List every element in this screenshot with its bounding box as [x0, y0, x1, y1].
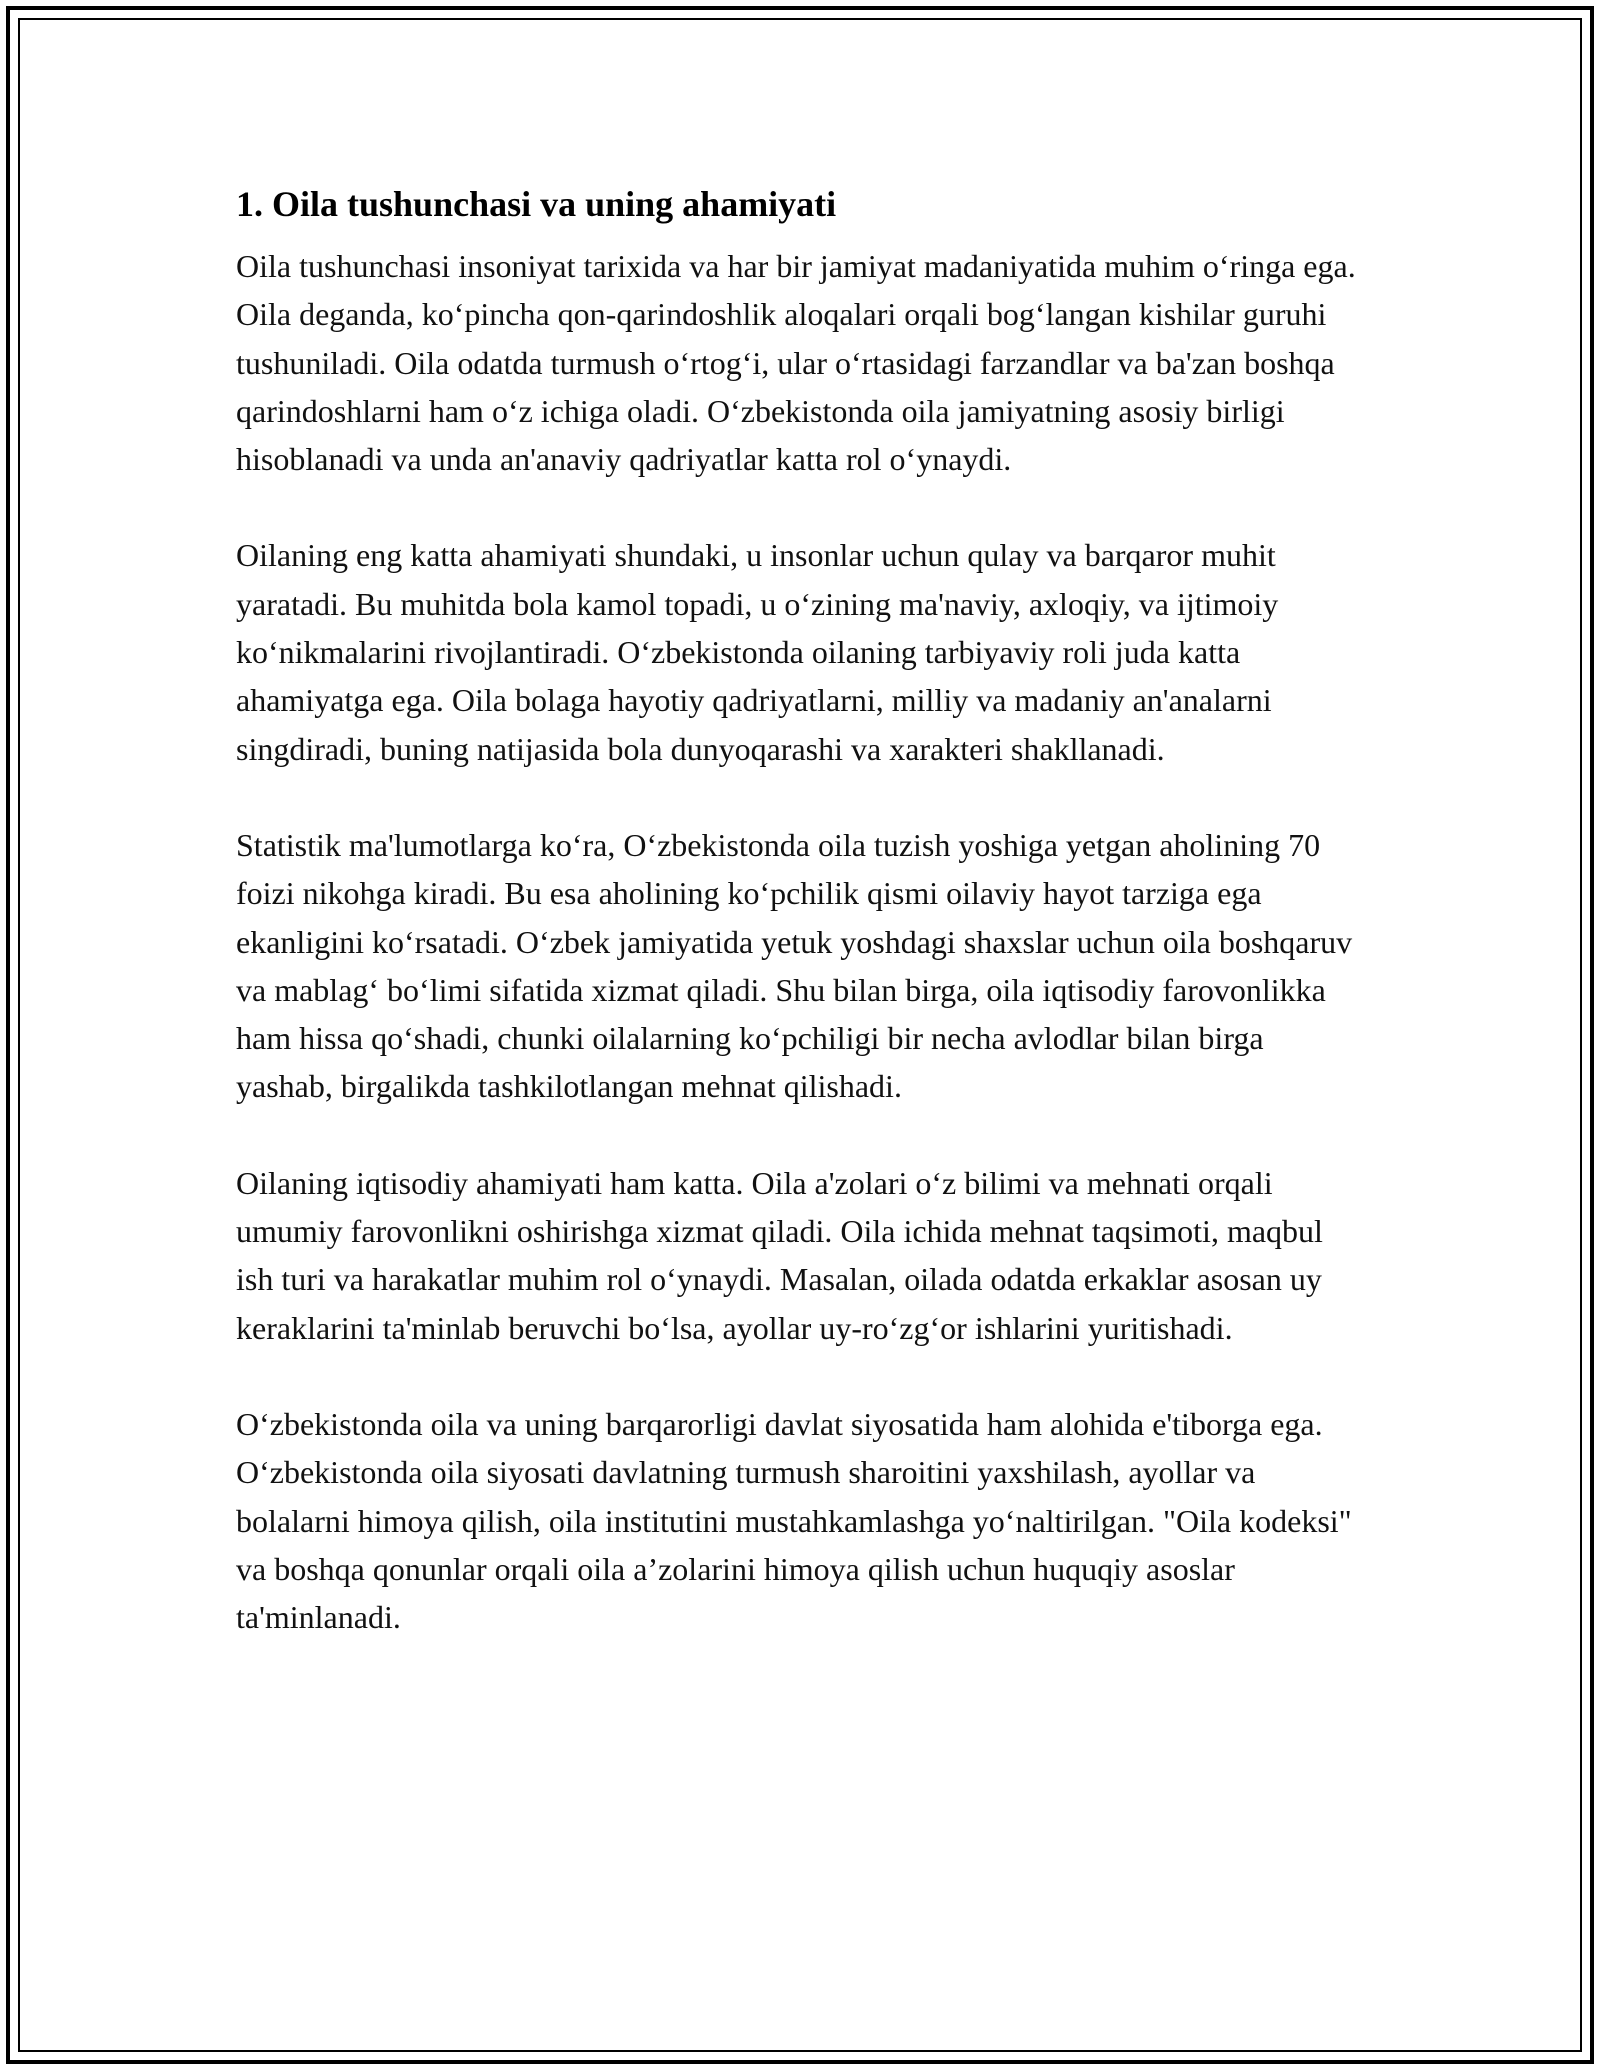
paragraph-5: O‘zbekistonda oila va uning barqarorligi davlat siyosatida ham alohida e'tiborga ega. O‘zbekistonda oila siyosati davlatning turmush sharoitini yaxshilash, ayollar va bolalarni himoya qilish, oila institutini mustahkamlashga yo‘naltirilgan. "Oila kodeksi" va boshqa qonunlar orqali oila a’zolarini himoya qilish uchun huquqiy asoslar ta'minlanadi.	[236, 1405, 1352, 1636]
paragraph-2: Oilaning eng katta ahamiyati shundaki, u insonlar uchun qulay va barqaror muhit yaratadi. Bu muhitda bola kamol topadi, u o‘zining ma'naviy, axloqiy, va ijtimoiy ko‘nikmalarini rivojlantiradi. O‘zbekistonda oilaning tarbiyaviy roli juda katta ahamiyatga ega. Oila bolaga hayotiy qadriyatlarni, milliy va madaniy an'analarni singdiradi, buning natijasida bola dunyoqarashi va xarakteri shakllanadi.	[236, 537, 1279, 767]
document-body	[236, 182, 1366, 1689]
paragraph-4: Oilaning iqtisodiy ahamiyati ham katta. Oila a'zolari o‘z bilimi va mehnati orqali umumiy farovonlikni oshirishga xizmat qiladi. Oila ichida mehnat taqsimoti, maqbul ish turi va harakatlar muhim rol o‘ynaydi. Masalan, oilada odatda erkaklar asosan uy keraklarini ta'minlab beruvchi bo‘lsa, ayollar uy-ro‘zg‘or ishlarini yuritishadi.	[236, 1164, 1323, 1346]
paragraph-3: Statistik ma'lumotlarga ko‘ra, O‘zbekistonda oila tuzish yoshiga yetgan aholining 70 foizi nikohga kiradi. Bu esa aholining ko‘pchilik qismi oilaviy hayot tarziga ega ekanligini ko‘rsatadi. O‘zbek jamiyatida yetuk yoshdagi shaxslar uchun oila boshqaruv va mablag‘ bo‘limi sifatida xizmat qiladi. Shu bilan birga, oila iqtisodiy farovonlikka ham hissa qo‘shadi, chunki oilalarning ko‘pchiligi bir necha avlodlar bilan birga yashab, birgalikda tashkilotlangan mehnat qilishadi.	[236, 826, 1353, 1105]
paragraph-1: Oila tushunchasi insoniyat tarixida va har bir jamiyat madaniyatida muhim o‘ringa ega. Oila deganda, ko‘pincha qon-qarindoshlik aloqalari orqali bog‘langan kishilar guruhi tushuniladi. Oila odatda turmush o‘rtog‘i, ular o‘rtasidagi farzandlar va ba'zan boshqa qarindoshlarni ham o‘z ichiga oladi. O‘zbekistonda oila jamiyatning asosiy birligi hisoblanadi va unda an'anaviy qadriyatlar katta rol o‘ynaydi.	[236, 248, 1356, 478]
section-heading: 1. Oila tushunchasi va uning ahamiyati	[236, 184, 837, 224]
